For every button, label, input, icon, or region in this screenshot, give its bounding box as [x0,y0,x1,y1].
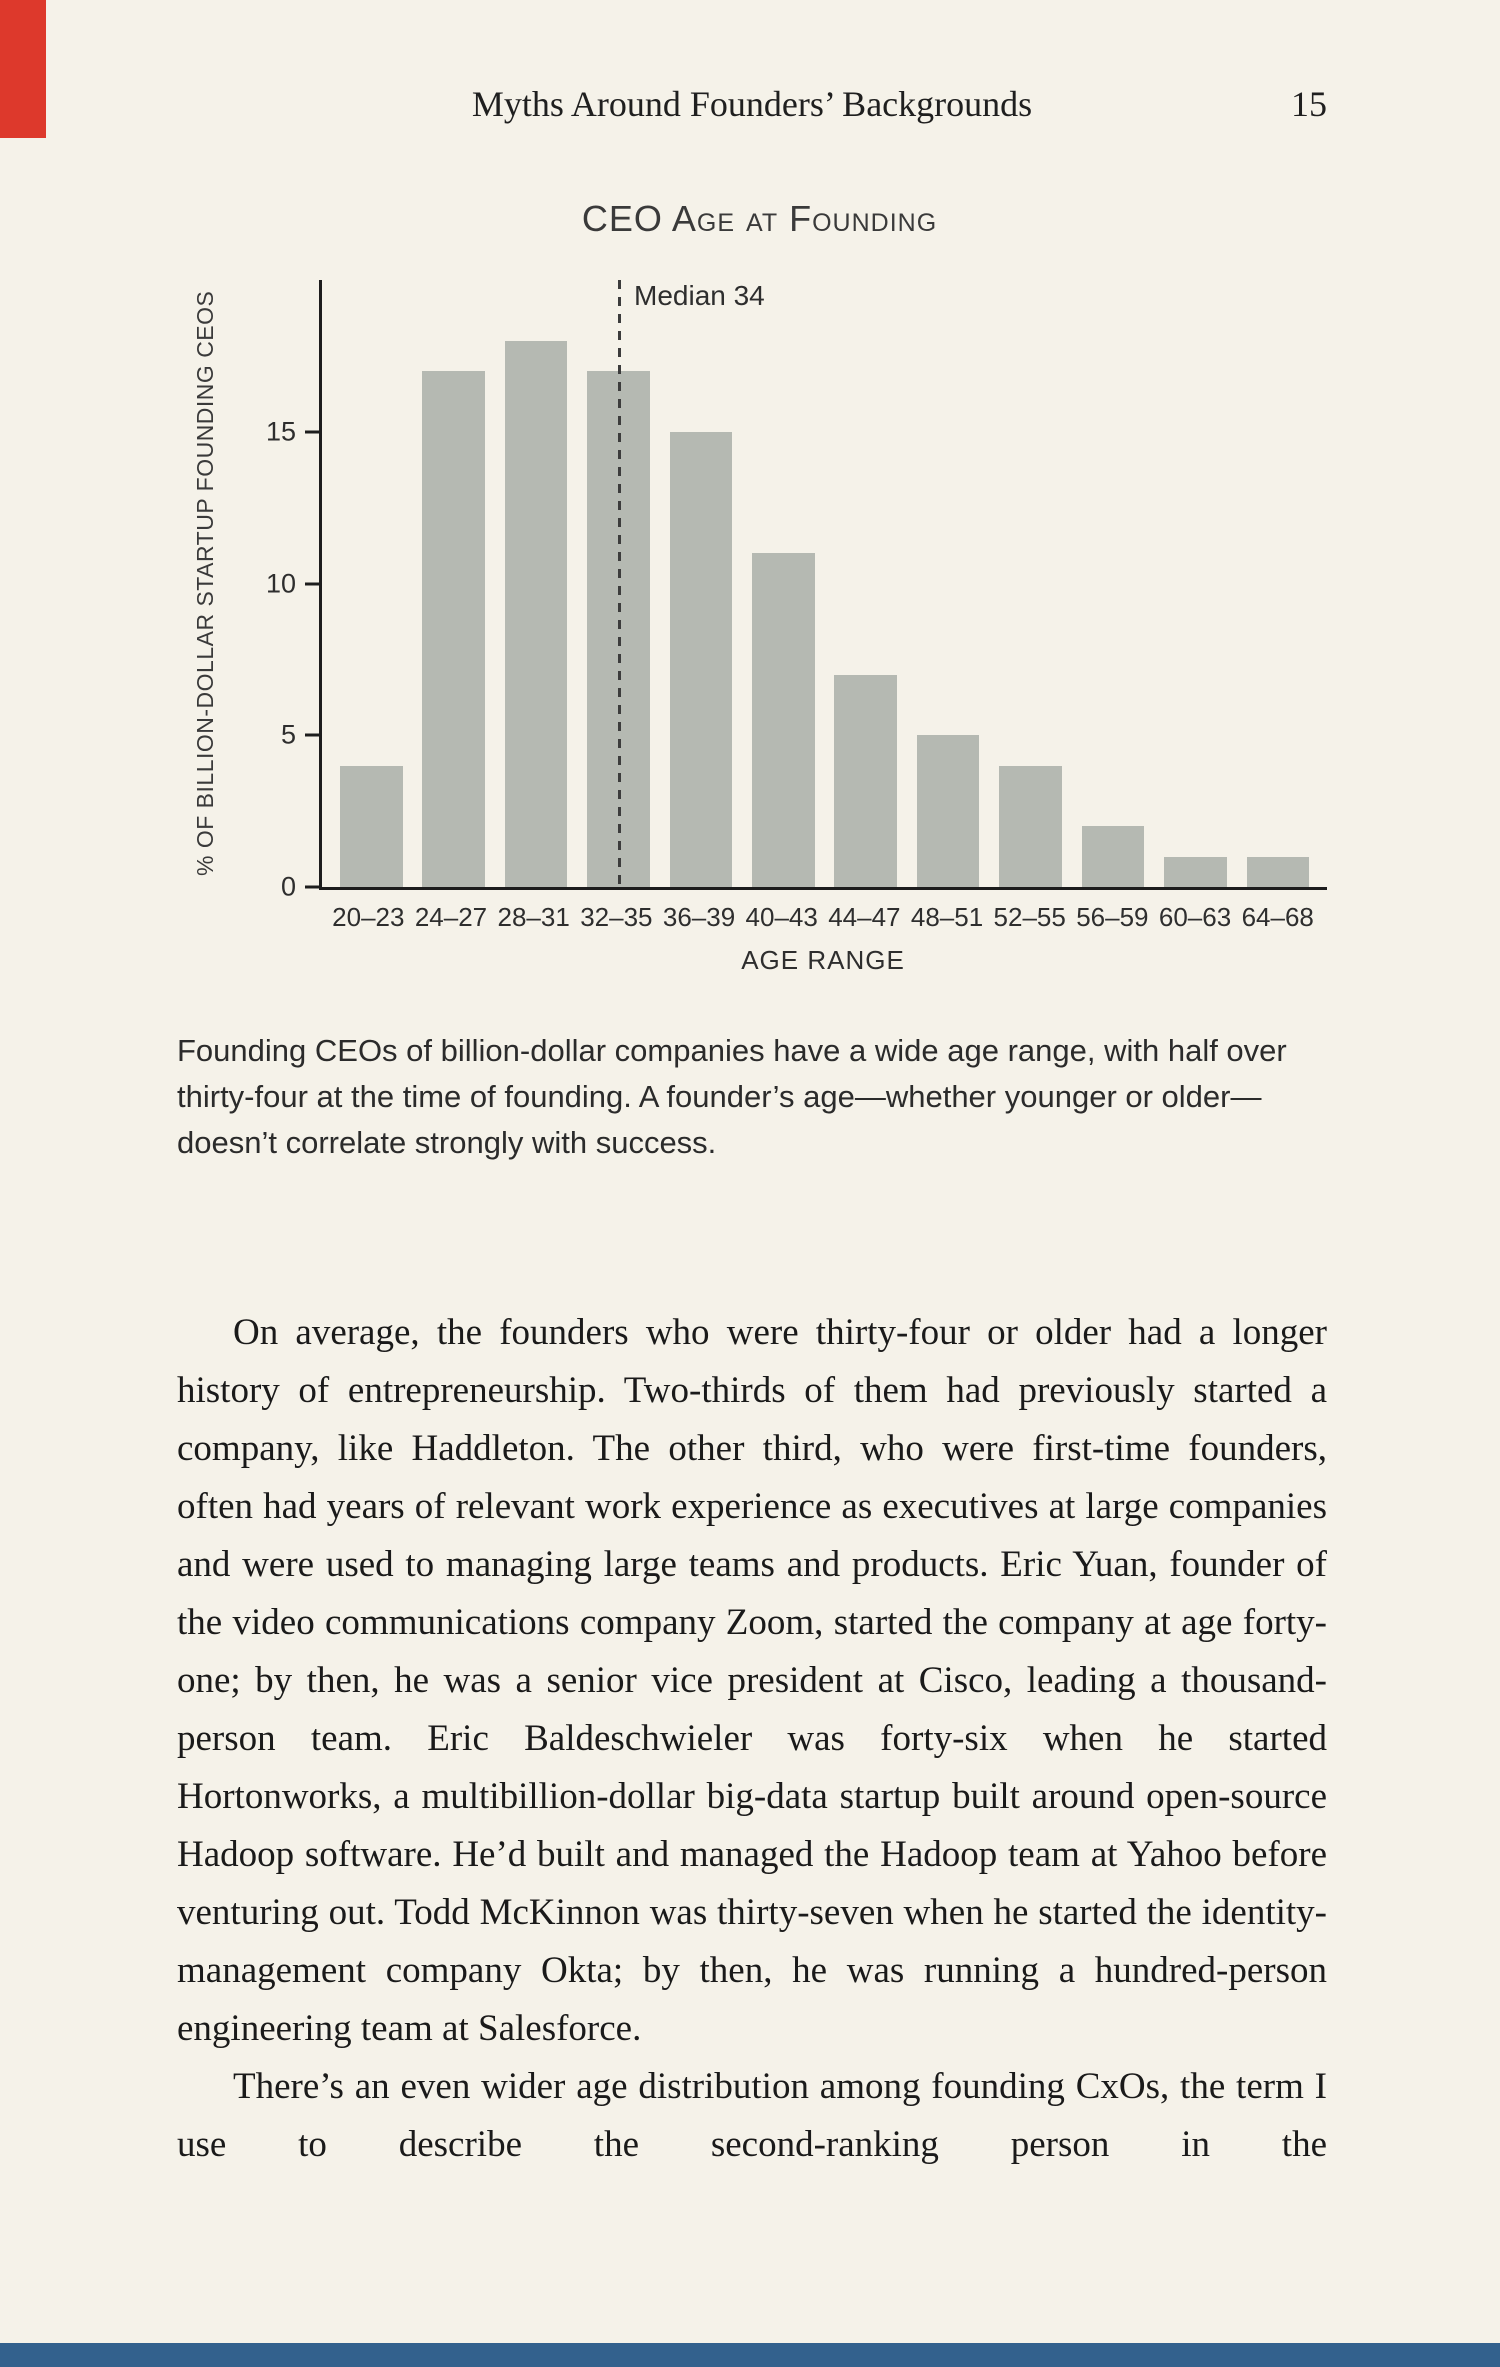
y-tick-mark [305,734,319,737]
body-paragraph: There’s an even wider age distribution among founding CxOs, the term I use to describe the second-ranking person in the [177,2065,1327,2165]
figure-caption: Founding CEOs of billion-dollar companies have a wide age range, with half over thirty-four at the time of founding. A founder’s age—whether younger or older—doesn’t correlate strongly with success. [177,1033,1287,1160]
x-tick-label: 44–47 [828,902,901,932]
x-tick-label: 20–23 [332,902,405,932]
y-axis-label: % OF BILLION-DOLLAR STARTUP FOUNDING CEOS [192,290,218,877]
bar-slot [1237,280,1319,887]
y-tick [266,568,319,599]
y-tick [266,416,319,447]
bar-24–27 [422,371,485,887]
x-tick-label: 24–27 [414,902,488,932]
y-tick [281,872,319,903]
page-content [177,0,1327,2174]
body-paragraph: On average, the founders who were thirty-four or older had a longer history of entrepreneurship. Two-thirds of them had previously started a company, like Haddleton. The other third, who were first-time founders, often had years of relevant work experience as executives at large companies and were used to managing large teams and products. Eric Yuan, founder of the video communications company Zoom, started the company at age forty-one; by then, he was a senior vice president at Cisco, leading a thousand-person team. Eric Baldeschwieler was forty-six when he started Hortonworks, a multibillion-dollar big-data startup built around open-source Hadoop software. He’d built and managed the Hadoop team at Yahoo before venturing out. Todd McKinnon was thirty-seven when he started the identity-management company Okta; by then, he was running a hundred-person engineering team at Salesforce. [177,1311,1327,2049]
bar-slot [825,280,907,887]
running-header-title: Myths Around Founders’ Backgrounds [471,84,1033,124]
page-number: 15 [1291,84,1327,124]
x-axis-labels [319,902,1327,933]
bar-slot [907,280,989,887]
x-axis-title: AGE RANGE [741,945,905,975]
bar-slot [742,280,824,887]
bar-slot [412,280,494,887]
y-tick-label: 5 [280,719,296,750]
bar-slot [660,280,742,887]
chart-title: CEO Age at Founding [581,198,938,239]
chart-plot [265,280,1327,902]
bar-20–23 [340,766,403,887]
body-text [177,1304,1327,2174]
y-tick [281,720,319,751]
bar-40–43 [752,553,815,887]
x-tick-label: 60–63 [1158,902,1232,932]
y-tick-label: 15 [265,416,296,447]
x-tick-label: 56–59 [1076,902,1149,932]
bar-56–59 [1082,826,1145,887]
median-annotation: Median 34 [634,280,765,311]
y-tick-label: 0 [280,871,296,902]
bar-slot [989,280,1071,887]
y-tick-mark [305,582,319,585]
median-line [618,280,621,887]
bar-slot [1154,280,1236,887]
book-spine-edge [0,0,46,138]
x-tick-label: 36–39 [662,902,736,932]
chart-bars [322,280,1327,887]
bar-slot [495,280,577,887]
bar-36–39 [670,432,733,887]
running-header-row [177,0,1327,126]
y-tick-mark [305,430,319,433]
bar-slot [330,280,412,887]
bar-44–47 [834,675,897,887]
bar-28–31 [505,341,568,887]
bar-60–63 [1164,857,1227,887]
y-axis-ticks [235,280,319,902]
x-tick-label: 28–31 [497,902,570,932]
bar-64–68 [1247,857,1310,887]
book-bottom-band [0,2343,1500,2367]
bar-slot [1072,280,1154,887]
x-tick-label: 32–35 [580,902,653,932]
x-tick-label: 48–51 [910,902,984,932]
bar-48–51 [917,735,980,887]
x-tick-label: 64–68 [1241,902,1314,932]
x-tick-label: 52–55 [993,902,1066,932]
plot-wrap [265,280,1327,976]
y-tick-label: 10 [265,568,296,598]
chart-body [192,280,1327,976]
x-tick-label: 40–43 [745,902,818,932]
y-tick-mark [305,886,319,889]
ceo-age-chart [192,198,1327,976]
bar-52–55 [999,766,1062,887]
